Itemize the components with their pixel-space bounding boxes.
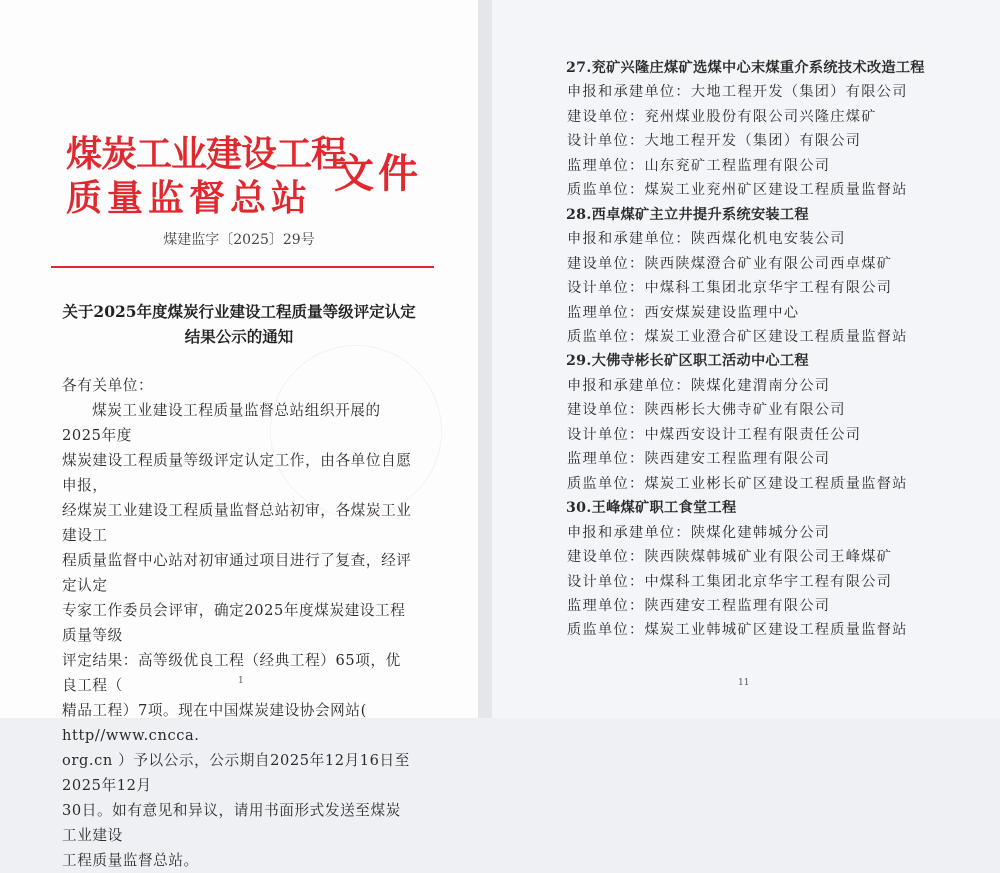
project-title: 28.西卓煤矿主立井提升系统安装工程 <box>566 206 809 223</box>
project-detail: 建设单位：兖州煤业股份有限公司兴隆庄煤矿 <box>567 108 877 125</box>
project-detail: 设计单位：中煤科工集团北京华宇工程有限公司 <box>567 573 893 590</box>
project-entry <box>566 349 936 496</box>
project-detail: 监理单位：山东兖矿工程监理有限公司 <box>567 157 831 174</box>
project-detail: 建设单位：陕西彬长大佛寺矿业有限公司 <box>567 402 846 419</box>
project-detail: 申报和承建单位：陕煤化建渭南分公司 <box>567 377 831 394</box>
project-list <box>566 56 936 643</box>
body-line: 工程质量监督总站。 <box>62 852 199 869</box>
page-gutter <box>478 0 492 718</box>
project-title: 30.王峰煤矿职工食堂工程 <box>566 500 737 517</box>
project-detail: 申报和承建单位：大地工程开发（集团）有限公司 <box>567 84 908 101</box>
document-label: 文件 <box>334 150 422 197</box>
project-detail: 设计单位：大地工程开发（集团）有限公司 <box>567 133 862 150</box>
project-detail: 申报和承建单位：陕西煤化机电安装公司 <box>567 231 846 248</box>
project-detail: 质监单位：煤炭工业兖州矿区建设工程质量监督站 <box>567 182 908 199</box>
project-detail: 质监单位：煤炭工业澄合矿区建设工程质量监督站 <box>567 328 908 345</box>
body-line: 程质量监督中心站对初审通过项目进行了复查，经评定认定 <box>62 552 412 594</box>
org-name-line1: 煤炭工业建设工程 <box>66 134 347 175</box>
body-line: 煤炭工业建设工程质量监督总站组织开展的2025年度 <box>62 402 381 444</box>
project-entry <box>566 203 936 350</box>
body-line: 经煤炭工业建设工程质量监督总站初审，各煤炭工业建设工 <box>62 502 412 544</box>
project-entry <box>566 56 936 203</box>
project-title: 27.兖矿兴隆庄煤矿选煤中心末煤重介系统技术改造工程 <box>566 60 925 76</box>
project-detail: 建设单位：陕西陕煤韩城矿业有限公司王峰煤矿 <box>567 549 893 566</box>
project-entry <box>566 496 936 643</box>
body-line: 煤炭建设工程质量等级评定认定工作，由各单位自愿申报， <box>62 452 412 494</box>
body-line: 评定结果：高等级优良工程（经典工程）65项，优良工程（ <box>62 652 401 694</box>
body-line: org.cn ）予以公示，公示期自2025年12月16日至2025年12月 <box>62 752 410 794</box>
body-line: 精品工程）7项。现在中国煤炭建设协会网站( http//www.cncca. <box>62 702 367 744</box>
project-detail: 监理单位：陕西建安工程监理有限公司 <box>567 597 831 614</box>
project-detail: 申报和承建单位：陕煤化建韩城分公司 <box>567 524 831 541</box>
project-detail: 质监单位：煤炭工业韩城矿区建设工程质量监督站 <box>567 622 908 639</box>
project-detail: 监理单位：陕西建安工程监理有限公司 <box>567 451 831 468</box>
project-detail: 监理单位：西安煤炭建设监理中心 <box>567 304 800 321</box>
page-number-right: 11 <box>738 678 750 688</box>
body-line: 30日。如有意见和异议，请用书面形式发送至煤炭工业建设 <box>62 802 401 844</box>
document-number: 煤建监字〔2025〕29号 <box>163 232 315 248</box>
org-name-line2: 质量监督总站 <box>66 178 313 219</box>
body-line: 专家工作委员会评审，确定2025年度煤炭建设工程质量等级 <box>62 602 406 644</box>
page-number-left: 1 <box>238 676 244 686</box>
salutation: 各有关单位： <box>62 377 154 394</box>
project-detail: 设计单位：中煤西安设计工程有限责任公司 <box>567 426 862 443</box>
red-divider <box>51 266 434 268</box>
notice-title-line1: 关于2025年度煤炭行业建设工程质量等级评定认定 <box>62 302 416 321</box>
project-title: 29.大佛寺彬长矿区职工活动中心工程 <box>566 353 809 370</box>
notice-title-line2: 结果公示的通知 <box>184 327 294 346</box>
project-detail: 建设单位：陕西陕煤澄合矿业有限公司西卓煤矿 <box>567 255 893 272</box>
project-detail: 质监单位：煤炭工业彬长矿区建设工程质量监督站 <box>567 475 908 492</box>
notice-body <box>62 373 412 873</box>
project-detail: 设计单位：中煤科工集团北京华宇工程有限公司 <box>567 280 893 297</box>
